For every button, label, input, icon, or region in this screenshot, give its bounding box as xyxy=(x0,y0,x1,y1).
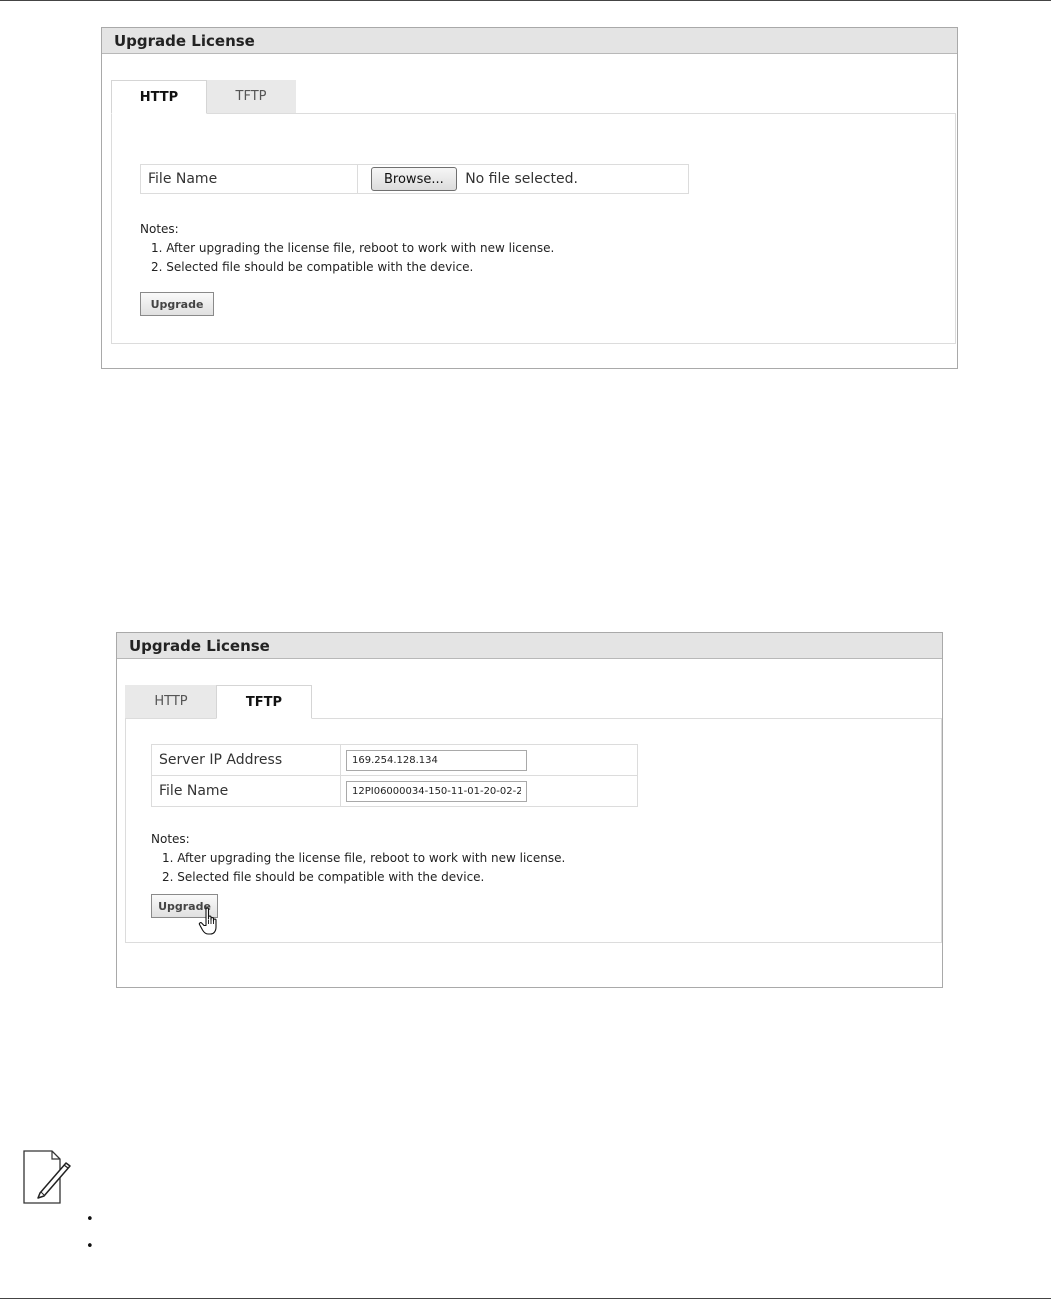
upgrade-button[interactable]: Upgrade xyxy=(151,894,218,918)
tftp-form-table xyxy=(151,744,638,807)
file-picker-cell xyxy=(358,165,689,194)
note-item: 2. Selected file should be compatible with the device. xyxy=(151,260,474,274)
pencil-note-icon xyxy=(20,1148,78,1206)
page-bottom-rule xyxy=(0,1298,1051,1299)
note-bullet-list xyxy=(86,1206,94,1260)
notes-heading: Notes: xyxy=(140,222,179,236)
upgrade-license-panel-tftp xyxy=(116,632,943,988)
file-name-label: File Name xyxy=(141,165,358,194)
panel-title: Upgrade License xyxy=(102,28,957,54)
file-name-row xyxy=(152,776,638,807)
browse-button[interactable]: Browse... xyxy=(371,167,457,191)
server-ip-input[interactable] xyxy=(346,750,527,771)
upload-form-table xyxy=(140,164,689,194)
upgrade-button[interactable]: Upgrade xyxy=(140,292,214,316)
list-item xyxy=(86,1233,94,1260)
file-name-label: File Name xyxy=(152,776,341,807)
tab-content-http xyxy=(111,113,956,344)
file-status-text: No file selected. xyxy=(465,171,578,187)
note-item: 2. Selected file should be compatible with the device. xyxy=(162,870,485,884)
server-ip-label: Server IP Address xyxy=(152,745,341,776)
note-item: 1. After upgrading the license file, reboot to work with new license. xyxy=(162,851,566,865)
tab-content-tftp xyxy=(125,718,942,943)
hand-pointer-icon xyxy=(198,907,222,937)
notes-block xyxy=(151,830,565,887)
panel-title: Upgrade License xyxy=(117,633,942,659)
note-item: 1. After upgrading the license file, reboot to work with new license. xyxy=(151,241,555,255)
file-name-row xyxy=(141,165,689,194)
upgrade-license-panel-http xyxy=(101,27,958,369)
file-name-input[interactable] xyxy=(346,781,527,802)
tab-bar xyxy=(111,80,311,114)
list-item xyxy=(86,1206,94,1233)
notes-heading: Notes: xyxy=(151,832,190,846)
tab-bar xyxy=(125,685,325,719)
page-top-rule xyxy=(0,0,1051,1)
tab-http[interactable]: HTTP xyxy=(125,685,217,719)
tab-tftp[interactable]: TFTP xyxy=(216,685,312,719)
tab-tftp[interactable]: TFTP xyxy=(206,80,296,114)
notes-block xyxy=(140,220,554,277)
server-ip-row xyxy=(152,745,638,776)
file-name-cell xyxy=(341,776,638,807)
server-ip-cell xyxy=(341,745,638,776)
tab-http[interactable]: HTTP xyxy=(111,80,207,114)
